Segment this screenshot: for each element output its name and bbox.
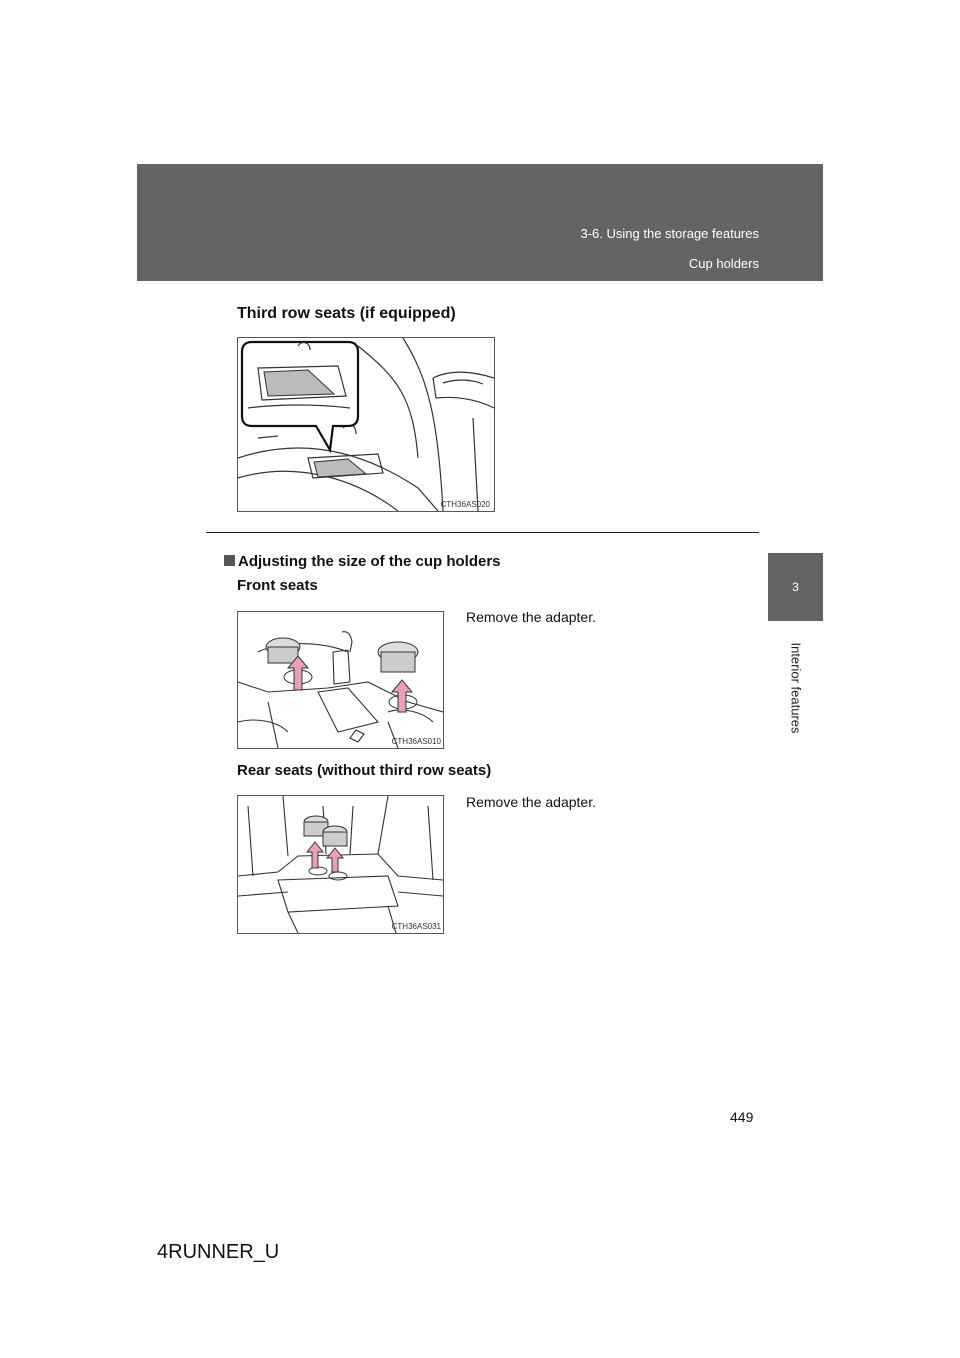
adjusting-heading: Adjusting the size of the cup holders — [224, 553, 501, 570]
model-code: 4RUNNER_U — [157, 1241, 280, 1263]
page-header — [137, 164, 823, 281]
front-seats-illustration — [238, 612, 443, 748]
rear-fig-code: CTH36AS031 — [391, 922, 441, 931]
section-title: 3-6. Using the storage features — [580, 226, 759, 241]
rear-seats-heading: Rear seats (without third row seats) — [237, 762, 492, 779]
front-seats-heading: Front seats — [237, 577, 318, 594]
rear-seats-illustration — [238, 796, 443, 933]
third-row-fig-code: CTH36AS020 — [440, 500, 490, 509]
third-row-figure — [237, 337, 495, 512]
chapter-number: 3 — [792, 580, 799, 594]
third-row-illustration — [238, 338, 494, 511]
front-instruction: Remove the adapter. — [466, 609, 596, 625]
chapter-tab — [768, 553, 823, 621]
rear-seats-figure — [237, 795, 444, 934]
third-row-heading: Third row seats (if equipped) — [237, 305, 456, 322]
chapter-label: Interior features — [788, 642, 804, 734]
square-bullet-icon — [224, 555, 235, 566]
front-fig-code: CTH36AS010 — [391, 737, 441, 746]
section-divider — [206, 532, 759, 533]
subsection-title: Cup holders — [688, 256, 759, 271]
front-seats-figure — [237, 611, 444, 749]
page-number: 449 — [730, 1109, 754, 1125]
rear-instruction: Remove the adapter. — [466, 794, 596, 810]
